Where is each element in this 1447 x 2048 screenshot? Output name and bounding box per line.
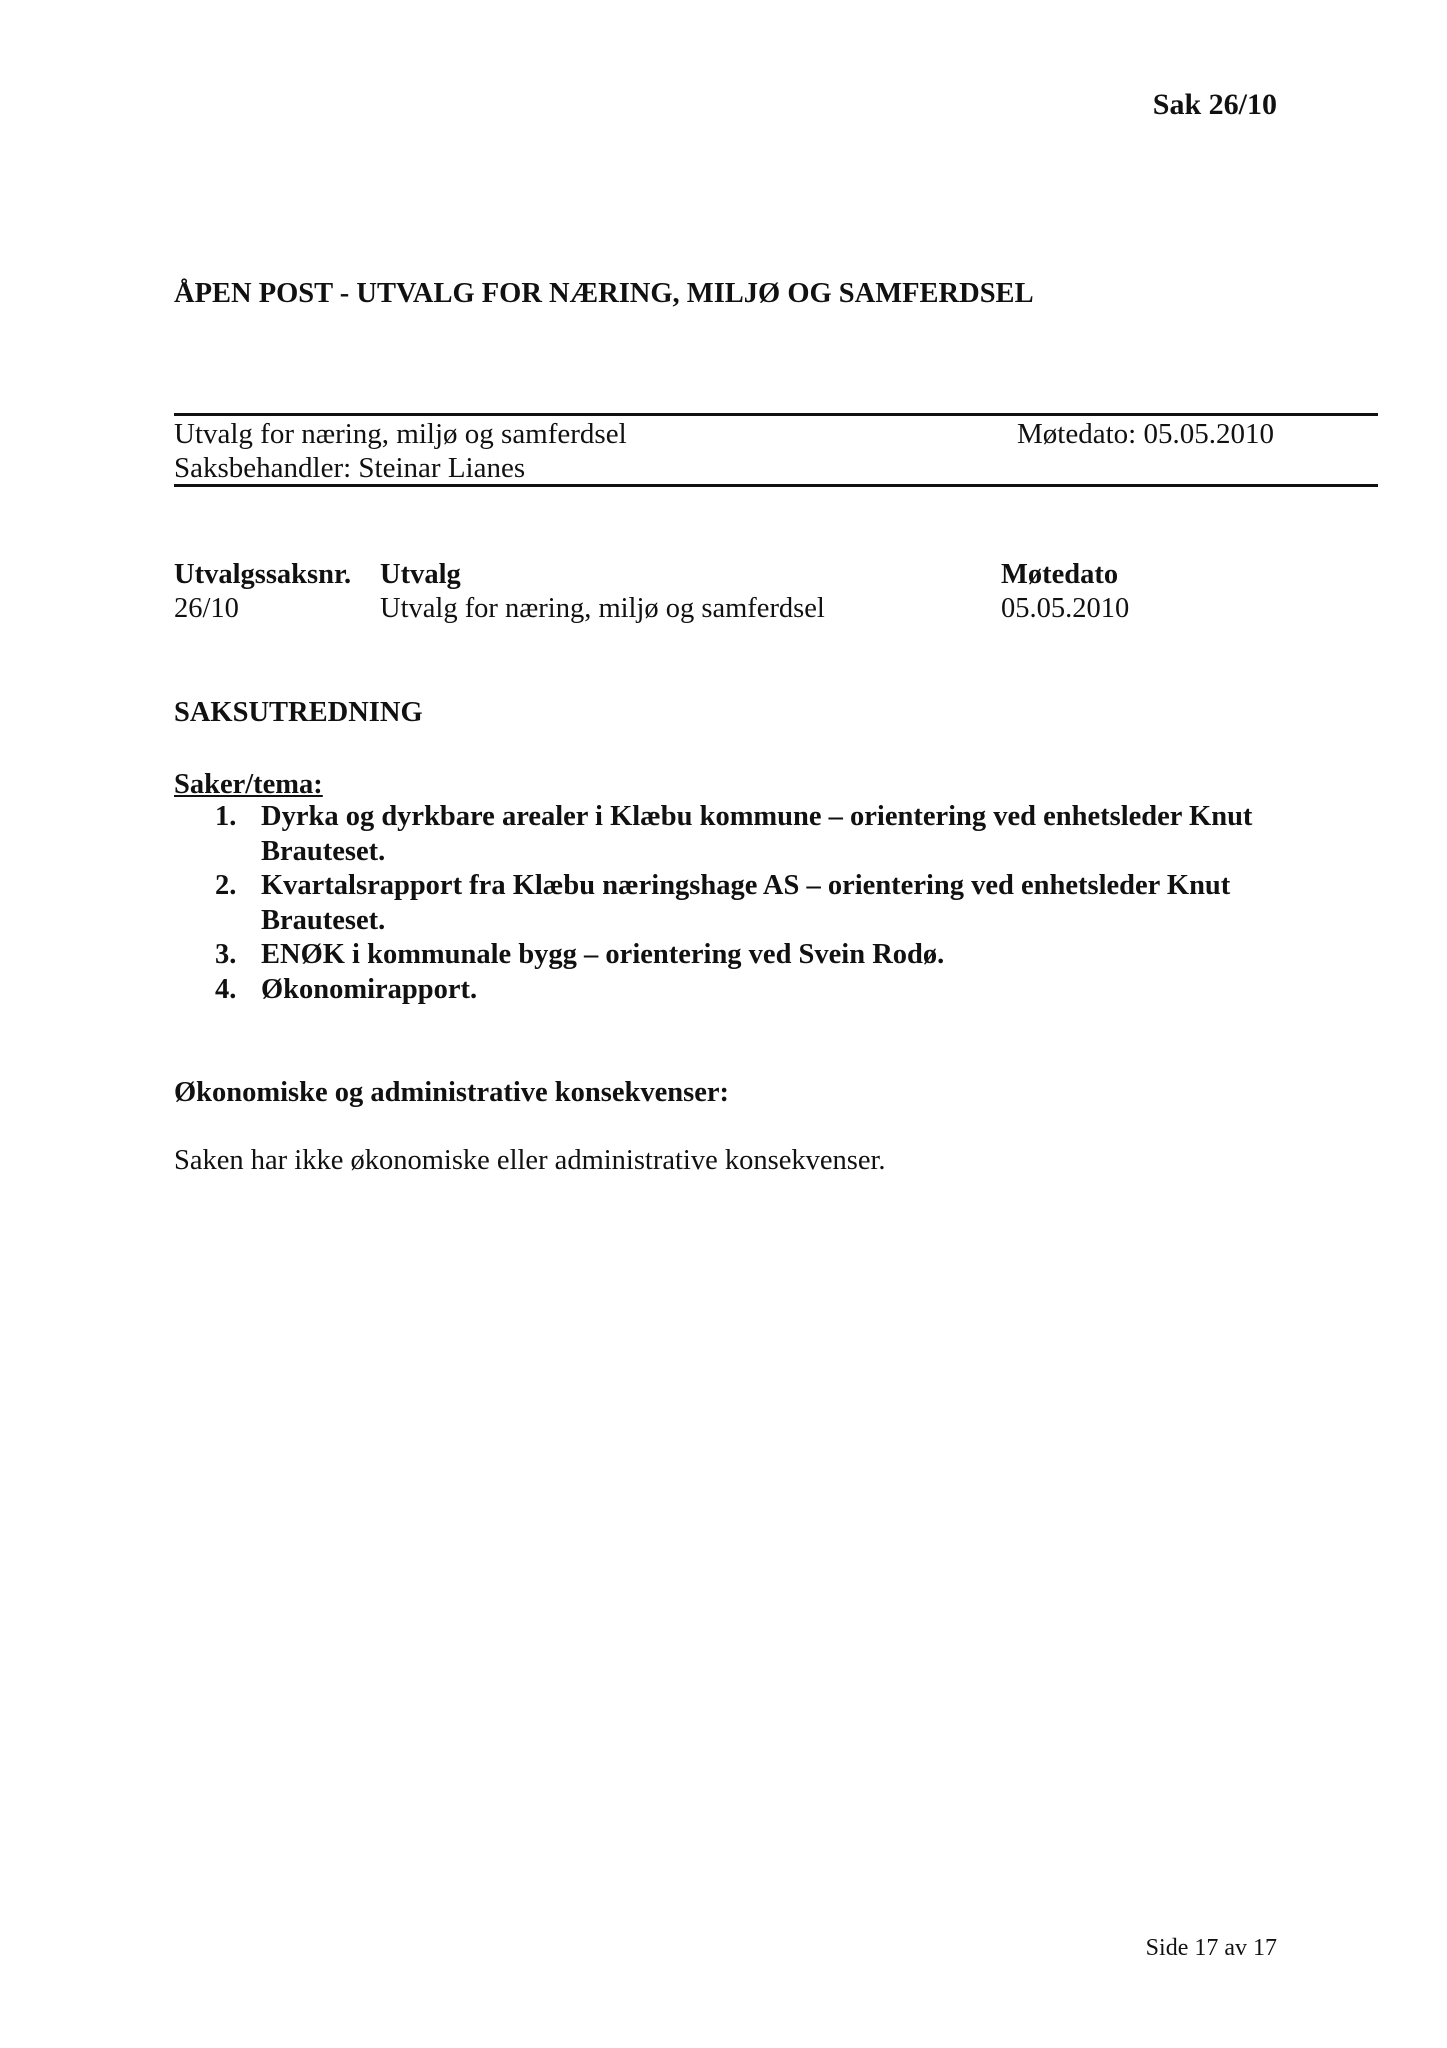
- table-cell-case-no: 26/10: [174, 593, 239, 624]
- table-cell-committee: Utvalg for næring, miljø og samferdsel: [380, 593, 825, 624]
- agenda-heading: Saker/tema:: [174, 769, 323, 800]
- document-title: ÅPEN POST - UTVALG FOR NÆRING, MILJØ OG SAMFERDSEL: [174, 278, 1034, 309]
- list-item-line: ENØK i kommunale bygg – orientering ved Svein Rodø.: [261, 939, 945, 970]
- list-item: [210, 938, 1360, 973]
- committee-name: Utvalg for næring, miljø og samferdsel: [174, 418, 627, 450]
- case-officer: Saksbehandler: Steinar Lianes: [174, 452, 526, 484]
- list-item: [210, 973, 1360, 1008]
- list-item-number: 2.: [215, 870, 237, 901]
- list-item-number: 1.: [215, 801, 237, 832]
- table-header-committee: Utvalg: [380, 559, 461, 590]
- list-item-line: Økonomirapport.: [261, 973, 478, 1005]
- section-heading: SAKSUTREDNING: [174, 697, 423, 728]
- case-number: Sak 26/10: [1152, 88, 1277, 121]
- consequences-text: Saken har ikke økonomiske eller administrative konsekvenser.: [174, 1145, 886, 1176]
- list-item-line: Brauteset.: [261, 904, 386, 936]
- page-number: Side 17 av 17: [1145, 1935, 1277, 1961]
- list-item-number: 3.: [215, 939, 237, 970]
- bottom-rule: [174, 484, 1378, 487]
- agenda-list: [210, 800, 1360, 1007]
- list-item-number: 4.: [215, 973, 237, 1005]
- list-item-line: Kvartalsrapport fra Klæbu næringshage AS – orientering ved enhetsleder Knut: [261, 870, 1231, 901]
- meeting-date: Møtedato: 05.05.2010: [1017, 418, 1274, 450]
- consequences-heading: Økonomiske og administrative konsekvenser:: [174, 1077, 729, 1108]
- top-rule: [174, 413, 1378, 416]
- list-item: [210, 800, 1360, 869]
- list-item: [210, 869, 1360, 938]
- list-item-line: Brauteset.: [261, 835, 386, 867]
- table-cell-meeting-date: 05.05.2010: [1001, 593, 1130, 624]
- list-item-line: Dyrka og dyrkbare arealer i Klæbu kommune – orientering ved enhetsleder Knut: [261, 801, 1253, 832]
- table-header-meeting-date: Møtedato: [1001, 559, 1119, 590]
- table-header-case-no: Utvalgssaksnr.: [174, 559, 352, 590]
